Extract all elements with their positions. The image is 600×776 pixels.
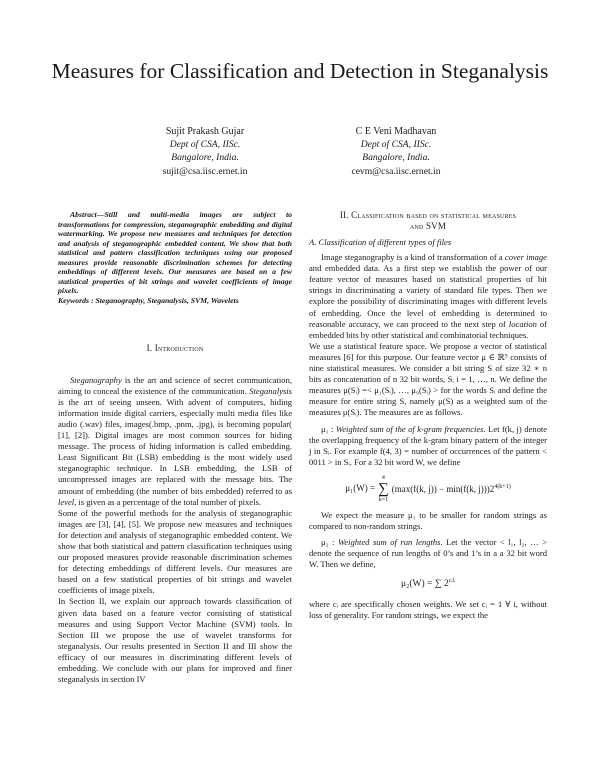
equation-mu2 [309, 576, 547, 590]
author-email: cevm@csa.iisc.ernet.in [351, 165, 441, 177]
author-dept: Dept of CSA, IISc. [360, 139, 432, 151]
author-dept: Dept of CSA, IISc. [169, 139, 241, 151]
mu1-after: We expect the measure μ₁ to be smaller for random strings as compared to non-random strings. [309, 509, 547, 531]
term: Steganography [70, 374, 122, 385]
author-city: Bangalore, India. [171, 152, 239, 164]
abstract [58, 210, 292, 305]
keywords: Steganography, Steganalysis, SVM, Wavelets [95, 295, 239, 305]
eq-text: μ₂(W) = ∑ 2 [400, 579, 449, 590]
author-email: sujit@csa.iisc.ernet.in [162, 165, 248, 177]
author-name: C E Veni Madhavan [355, 126, 437, 137]
section-heading-intro [58, 343, 292, 354]
text: is the art of seeing unseen. With advent of computers, hiding information inside digital carriers, especially multi media files like audio (.wav) files, images(.bmp, .pnm, .jpg), is becoming popular( [1], [2]). Digital images are most common sources for hiding message. The process of hiding information is called embedding. Least Significant Bit (LSB) embedding is the most widely used steganographic technique. In LSB embedding, the LSB of uncompressed images are replaced with the message bits. The amount of embedding (the number of bits embedded) referred to as [58, 396, 292, 496]
term: location [508, 318, 537, 329]
author-block-1 [105, 125, 305, 178]
abstract-label: Abstract— [70, 210, 105, 219]
sum-lower: k=1 [378, 496, 389, 503]
term: level [58, 496, 75, 507]
text: Image steganography is a kind of transformation of a [321, 252, 503, 263]
text: , is given as a percentage of the total number of pixels. [74, 496, 261, 507]
section-number: II. [339, 210, 349, 220]
section-heading-2 [309, 210, 547, 232]
eq-exponent: 4(k+1) [494, 484, 511, 491]
author-name: Sujit Prakash Gujar [165, 126, 245, 137]
eq-body [392, 482, 511, 495]
sec2-paragraph-1 [309, 252, 547, 341]
text: Let f(k, j) denote the overlapping frequency of the k-gram binary pattern of the integer j in Sᵢ. For example f(4, 3) = number of occurrences of the pattern < 0011 > in Sᵢ. For a 32 bit word W, we define [309, 423, 548, 467]
term: cover image [504, 252, 547, 263]
term: Steganalysis [249, 385, 293, 396]
section-title-cont: and SVM [409, 221, 447, 231]
section-title: Introduction [154, 343, 204, 354]
section-title: Classification based on statistical measures [351, 210, 517, 220]
eq-lhs: μ₁(W) = [345, 483, 376, 494]
equation-mu1 [309, 474, 547, 504]
author-city: Bangalore, India. [362, 152, 430, 164]
measure-label: μ₂ : [321, 537, 335, 548]
mu1-paragraph [309, 424, 547, 468]
keywords-label: Keywords : [58, 295, 94, 305]
section-number: I. [146, 343, 153, 354]
measure-title: Weighted sum of the of k-gram frequencies. [335, 423, 486, 434]
author-block-2 [296, 125, 496, 178]
text: of embedded bits by other statistical and combinatorial techniques. [309, 318, 547, 340]
intro-paragraph-3: In Section II, we explain our approach towards classification of given data based on a feature vector consisting of statistical measures and using Support Vector Machine (SVM) tools. In Section III we propose the use of wavelet transforms for steganalysis. Our results presented in Section II and III show the efficacy of our measures in discriminating different levels of embedding. We conclude with our plans for improved and finer steganalysis in section IV [58, 596, 292, 685]
text: and embedded data. As a first step we establish the power of our feature vector of measures based on statistical properties of bit strings in discriminating a variety of standard file types. Then we explore the possibility of discriminating images with different levels of embedding. Once the level of embedding is determined to reasonable accuracy, we can proceed to the next step of [309, 263, 547, 329]
mu2-after: where cᵢ are specifically chosen weights. We set cᵢ = 1 ∀ i, without loss of generality. For random strings, we expect the [309, 598, 547, 620]
eq-exponent: cᵢlᵢ [448, 578, 455, 585]
left-column [58, 210, 292, 685]
intro-paragraph-1 [58, 375, 292, 508]
intro-paragraph-2: Some of the powerful methods for the analysis of steganographic images are [3], [4], [5]. We propose new measures and techniques for detection and analysis of steganographic embedded content. We show that both statistical and pattern classification techniques using our proposed measures provide reasonable discrimination schemes for detecting embeddings of different levels. Our measures are based on a few statistical properties of bit strings and wavelet coefficients of image pixels. [58, 507, 292, 596]
eq-body-text: (max(f(k, j)) − min(f(k, j)))2 [391, 484, 495, 495]
text: is the art and science of secret communication, aiming to conceal the existence of the communication. [58, 374, 292, 396]
sec2-paragraph-2: We use a statistical feature space. We propose a vector of statistical measures [6] for this purpose. Our feature vector μ ∈ ℝ⁹ consists of nine statistical measures. We consider a bit string S of size 32 ∗ n bits as concatenation of n 32 bit words, Sᵢ i = 1, …, n. We define the measures μ(Sᵢ) =< μ₁(Sᵢ), …, μ₉(Sᵢ) > for the words Sᵢ and define the measure for entire string S, namely μ(S) as a weighted sum of the measures μ(Sᵢ). The measures are as follows. [309, 340, 547, 418]
abstract-text: Still and multi-media images are subject to transformations for compression, steganographic embedding and digital watermarking. We propose new measures and techniques for detection and analysis of steganographic embedded content. We show that both statistical and pattern classification techniques using our proposed measures provide reasonable discrimination schemes for detecting embeddings of different levels. Our measures are based on a few statistical properties of bit strings and wavelet coefficients of image pixels. [58, 210, 292, 296]
mu2-paragraph [309, 537, 547, 570]
sum-symbol: 4 ∑ k=1 [378, 474, 389, 503]
measure-title: Weighted sum of run lengths. [337, 537, 443, 548]
right-column [309, 210, 547, 621]
text: Let the vector < l₁, l₂, … > denote the sequence of run lengths of 0’s and 1’s in a a 32 bit word W. Then we define, [309, 537, 548, 570]
paper-title: Measures for Classification and Detection in Steganalysis [51, 59, 549, 83]
sum-upper: 4 [381, 474, 385, 481]
subsection-heading-a: A. Classification of different types of files [309, 237, 452, 247]
measure-label: μ₁ : [321, 423, 334, 434]
